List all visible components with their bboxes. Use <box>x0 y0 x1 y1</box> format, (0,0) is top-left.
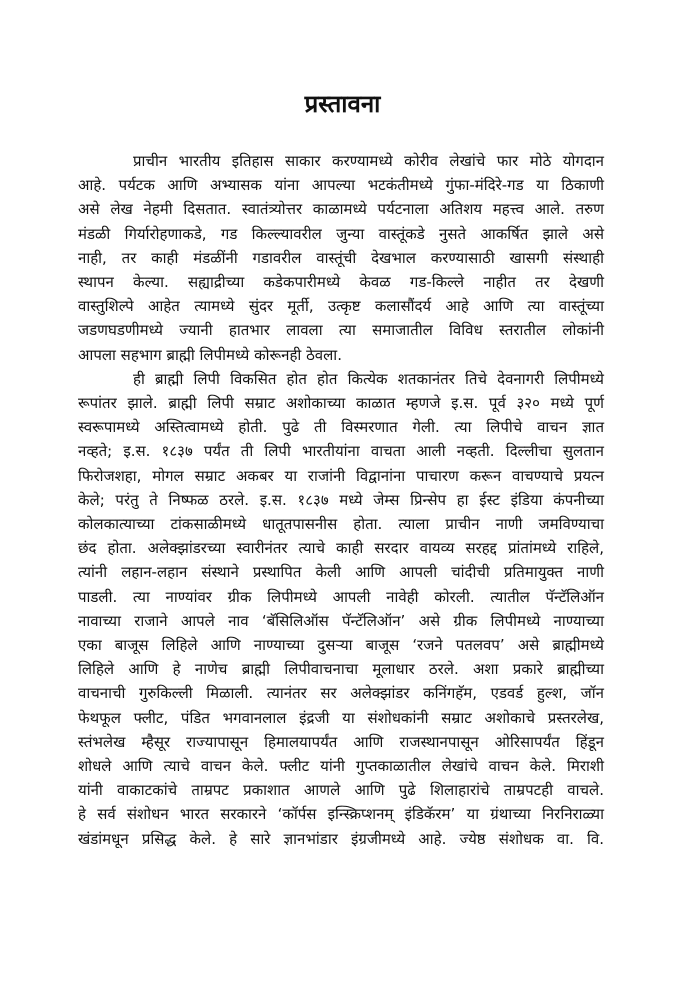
text-line: फिरोजशहा, मोगल सम्राट अकबर या राजांनी विद्वानांना पाचारण करून वाचण्याचे प्रयत्न <box>78 467 604 485</box>
text-line: स्थापन केल्या. सह्याद्रीच्या कडेकपारीमध्ये केवळ गड-किल्ले नाहीत तर देखणी <box>78 273 604 291</box>
text-line: हे सर्व संशोधन भारत सरकारने ‘कॉर्पस इन्स्क्रिप्शनम् इंडिकॅरम’ या ग्रंथाच्या निरनिराळ्या <box>78 805 604 823</box>
page-title: प्रस्तावना <box>304 90 381 118</box>
text-line: स्वरूपामध्ये अस्तित्वामध्ये होती. पुढे ती विस्मरणात गेली. त्या लिपीचे वाचन ज्ञात <box>78 418 604 436</box>
text-line: जडणघडणीमध्ये ज्यानी हातभार लावला त्या समाजातील विविध स्तरातील लोकांनी <box>78 321 604 339</box>
text-line: वाचनाची गुरुकिल्ली मिळाली. त्यानंतर सर अलेक्झांडर कनिंगहॅम, एडवर्ड हुल्श, जॉन <box>78 684 604 702</box>
text-line: खंडांमधून प्रसिद्ध केले. हे सारे ज्ञानभांडार इंग्रजीमध्ये आहे. ज्येष्ठ संशोधक वा. वि. <box>78 830 604 848</box>
text-line: प्राचीन भारतीय इतिहास साकार करण्यामध्ये कोरीव लेखांचे फार मोठे योगदान <box>133 152 604 170</box>
text-line: नावाच्या राजाने आपले नाव ‘बॅसिलिऑस पॅन्टॅलिऑन’ असे ग्रीक लिपीमध्ये नाण्याच्या <box>78 612 604 630</box>
text-line: यांनी वाकाटकांचे ताम्रपट प्रकाशात आणले आणि पुढे शिलाहारांचे ताम्रपटही वाचले. <box>78 781 604 799</box>
text-line: स्तंभलेख म्हैसूर राज्यापासून हिमालयापर्यंत आणि राजस्थानपासून ओरिसापर्यंत हिंडून <box>78 733 604 751</box>
text-line: असे लेख नेहमी दिसतात. स्वातंत्र्योत्तर काळामध्ये पर्यटनाला अतिशय महत्त्व आले. तरुण <box>78 200 604 218</box>
text-line: आहे. पर्यटक आणि अभ्यासक यांना आपल्या भटकंतीमध्ये गुंफा-मंदिरे-गड या ठिकाणी <box>78 176 604 194</box>
text-line: पाडली. त्या नाण्यांवर ग्रीक लिपीमध्ये आपली नावेही कोरली. त्यातील पॅन्टॅलिऑन <box>78 588 604 606</box>
text-line: छंद होता. अलेक्झांडरच्या स्वारीनंतर त्याचे काही सरदार वायव्य सरहद्द प्रांतांमध्ये राहिले, <box>78 539 604 557</box>
text-line: एका बाजूस लिहिले आणि नाण्याच्या दुसऱ्या बाजूस ‘रजने पतलवप’ असे ब्राह्मीमध्ये <box>78 636 604 654</box>
text-line: मंडळी गिर्यारोहणाकडे, गड किल्ल्यावरील जुन्या वास्तूंकडे नुसते आकर्षित झाले असे <box>78 225 604 243</box>
text-line: आपला सहभाग ब्राह्मी लिपीमध्ये कोरूनही ठेवला. <box>78 346 342 364</box>
text-line: नव्हते; इ.स. १८३७ पर्यंत ती लिपी भारतीयांना वाचता आली नव्हती. दिल्लीचा सुलतान <box>78 442 604 460</box>
text-line: रूपांतर झाले. ब्राह्मी लिपी सम्राट अशोकाच्या काळात म्हणजे इ.स. पूर्व ३२० मध्ये पूर्ण <box>78 394 604 412</box>
text-line: शोधले आणि त्याचे वाचन केले. फ्लीट यांनी गुप्तकाळातील लेखांचे वाचन केले. मिराशी <box>78 757 604 775</box>
text-line: लिहिले आणि हे नाणेच ब्राह्मी लिपीवाचनाचा मूलाधार ठरले. अशा प्रकारे ब्राह्मीच्या <box>78 660 604 678</box>
text-line: नाही, तर काही मंडळींनी गडावरील वास्तूंची देखभाल करण्यासाठी खासगी संस्थाही <box>78 249 604 267</box>
text-line: ही ब्राह्मी लिपी विकसित होत होत कित्येक शतकानंतर तिचे देवनागरी लिपीमध्ये <box>133 370 604 388</box>
text-line: केले; परंतु ते निष्फळ ठरले. इ.स. १८३७ मध्ये जेम्स प्रिन्सेप हा ईस्ट इंडिया कंपनीच्या <box>78 491 604 509</box>
text-line: त्यांनी लहान-लहान संस्थाने प्रस्थापित केली आणि आपली चांदीची प्रतिमायुक्त नाणी <box>78 563 604 581</box>
text-line: कोलकात्याच्या टांकसाळीमध्ये धातूतपासनीस होता. त्याला प्राचीन नाणी जमविण्याचा <box>78 515 604 533</box>
text-line: फेथफूल फ्लीट, पंडित भगवानलाल इंद्रजी या संशोधकांनी सम्राट अशोकाचे प्रस्तरलेख, <box>78 709 604 727</box>
text-line: वास्तुशिल्पे आहेत त्यामध्ये सुंदर मूर्ती, उत्कृष्ट कलासौंदर्य आहे आणि त्या वास्तूंच्या <box>78 297 604 315</box>
